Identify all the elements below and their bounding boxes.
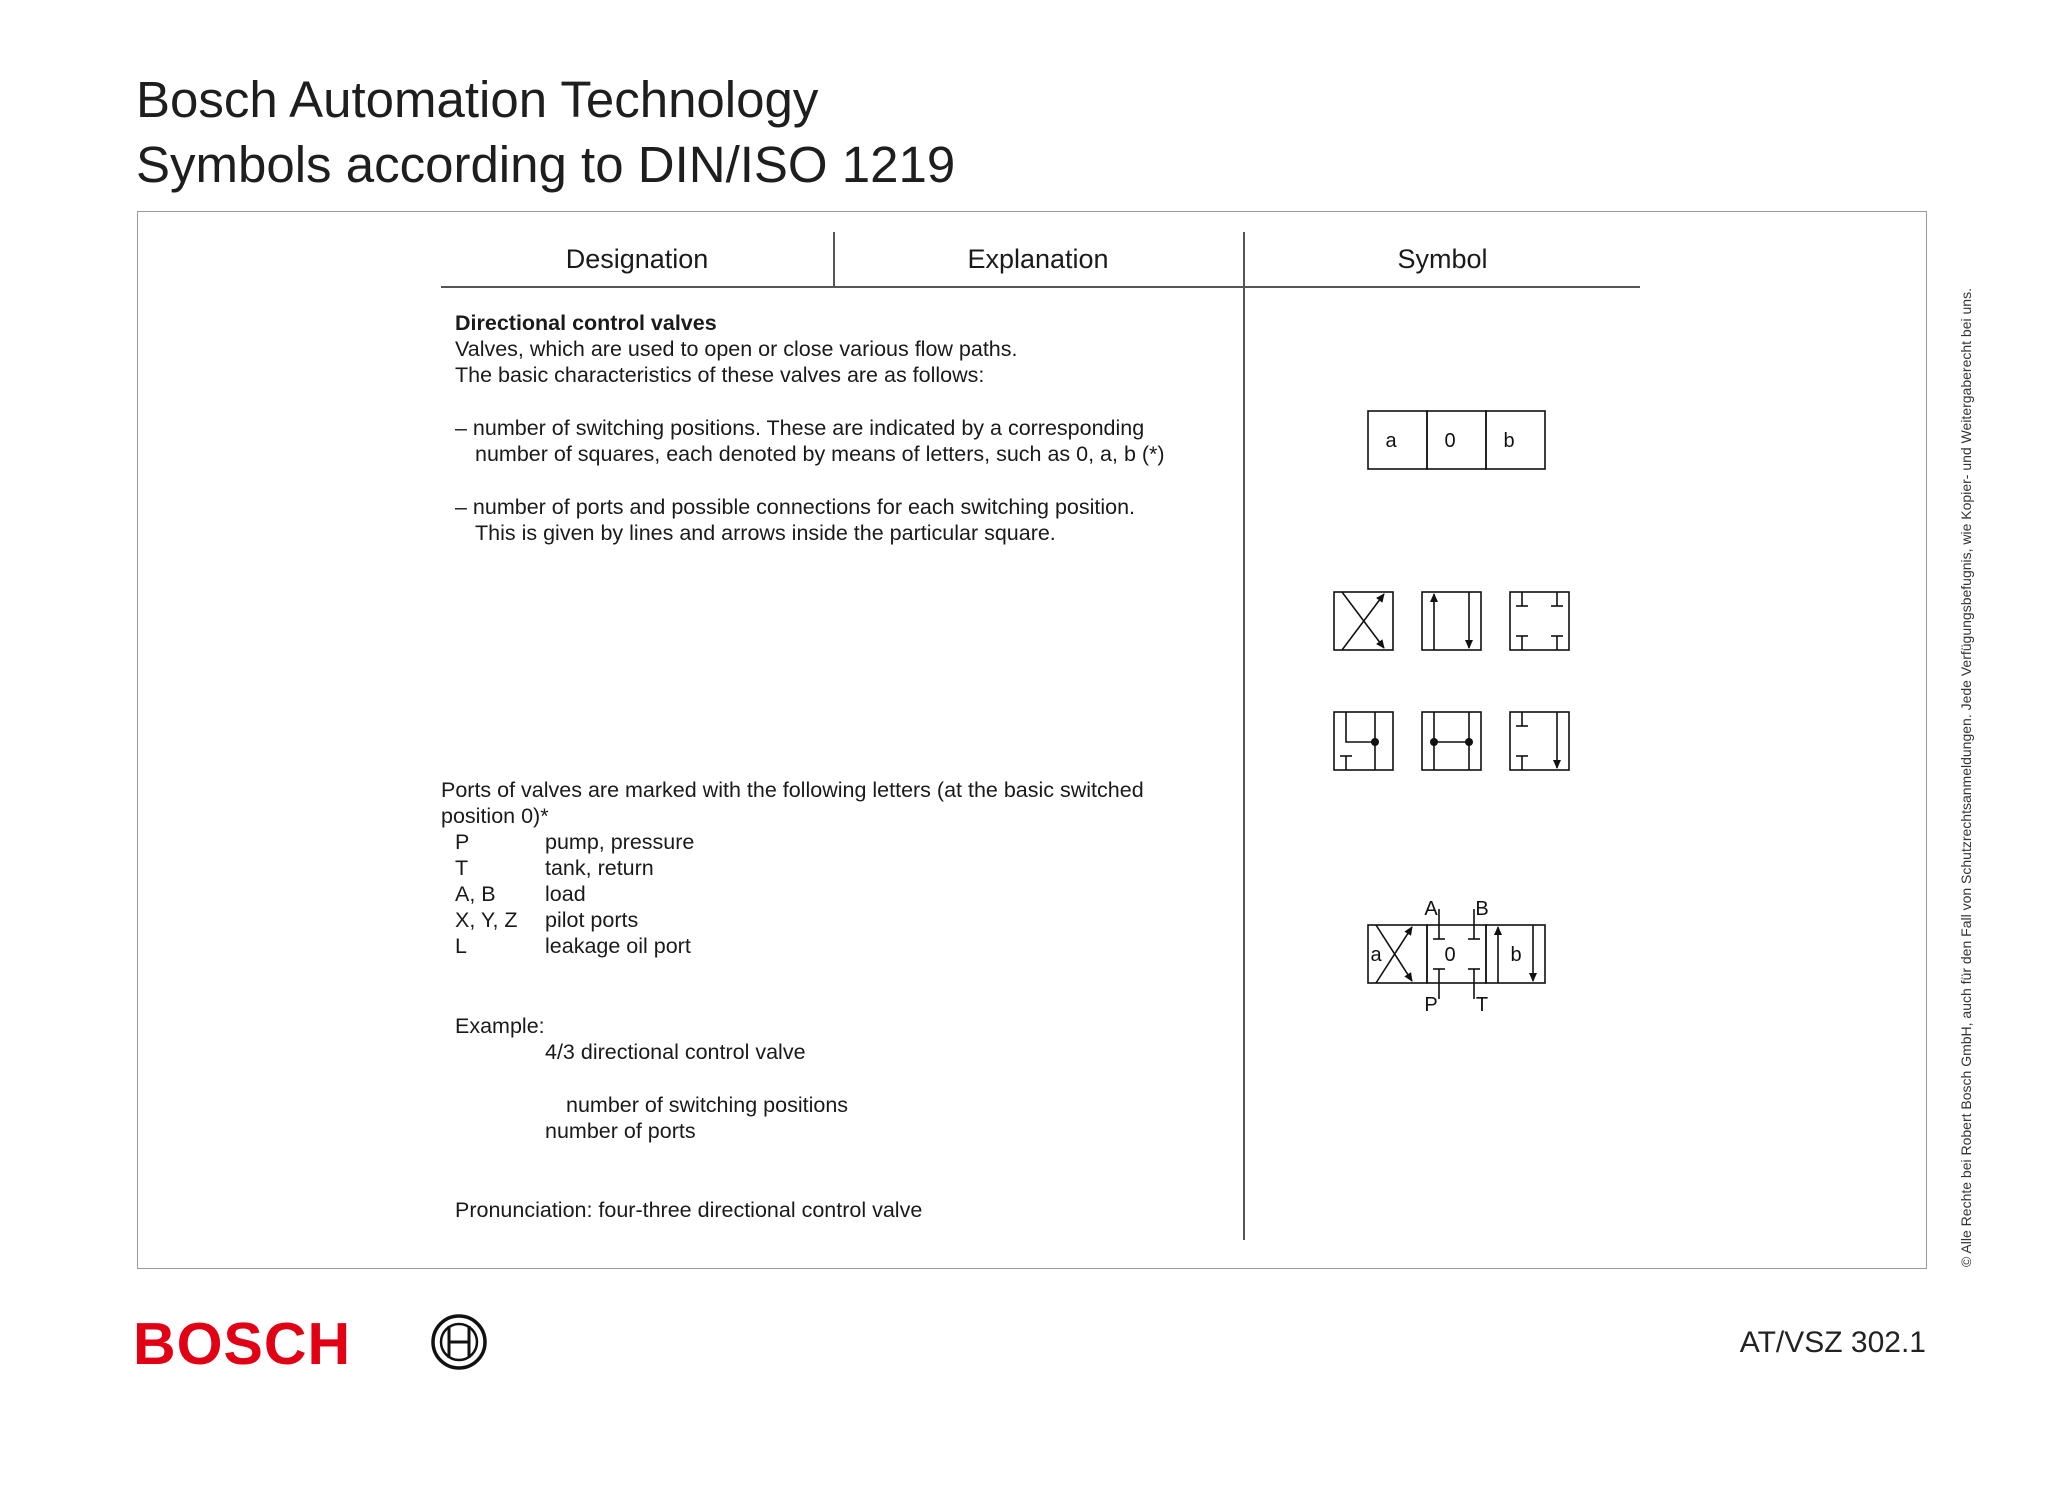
example-note-positions: number of switching positions: [566, 1093, 849, 1117]
ports-intro-line-2: position 0)*: [441, 804, 549, 828]
copyright-notice: © Alle Rechte bei Robert Bosch GmbH, auch für den Fall von Schutzrechtsanmeldungen. Jede Verfügungsbefugnis, wie Kopier- und Weitergaberecht bei uns.: [1958, 288, 1974, 1267]
port-letter: L: [455, 934, 467, 958]
port-label-b: B: [1475, 898, 1489, 920]
port-meaning: leakage oil port: [545, 934, 691, 958]
port-label-a: A: [1424, 898, 1438, 920]
column-header-symbol: Symbol: [1397, 244, 1488, 274]
bullet-1-line-1: – number of switching positions. These are indicated by a corresponding: [455, 416, 1145, 440]
port-letter: A, B: [455, 882, 496, 906]
position-label-b: b: [1503, 430, 1515, 452]
page-title-line1: Bosch Automation Technology: [136, 71, 819, 128]
column-header-explanation: Explanation: [967, 244, 1109, 274]
port-letter: P: [455, 830, 470, 854]
document-number: AT/VSZ 302.1: [1739, 1326, 1926, 1359]
example-note-ports: number of ports: [545, 1119, 696, 1143]
section-heading: Directional control valves: [455, 311, 717, 335]
bullet-2-line-2: This is given by lines and arrows inside the particular square.: [475, 521, 1056, 545]
intro-line-2: The basic characteristics of these valves are as follows:: [455, 363, 985, 387]
port-letter: X, Y, Z: [455, 908, 518, 932]
port-meaning: load: [545, 882, 586, 906]
parallel-flow-symbol: [1422, 592, 1481, 650]
port-label-p: P: [1424, 994, 1438, 1016]
port-meaning: tank, return: [545, 856, 654, 880]
connected-blocked-symbol: [1334, 712, 1393, 770]
intro-line-1: Valves, which are used to open or close various flow paths.: [455, 337, 1018, 361]
port-label-t: T: [1475, 994, 1489, 1016]
valve-position-b: b: [1510, 944, 1522, 966]
port-meaning: pump, pressure: [545, 830, 695, 854]
port-letter: T: [455, 856, 469, 880]
bullet-1-line-2: number of squares, each denoted by means of letters, such as 0, a, b (*): [475, 442, 1165, 466]
column-header-designation: Designation: [565, 244, 709, 274]
junction-dot: [1371, 738, 1379, 746]
junction-dot: [1465, 738, 1473, 746]
all-blocked-symbol: [1510, 592, 1569, 650]
cross-flow-symbol: [1334, 592, 1393, 650]
blocked-single-flow-symbol: [1510, 712, 1569, 770]
position-label-a: a: [1385, 430, 1397, 452]
position-label-0: 0: [1444, 430, 1456, 452]
bosch-wordmark: BOSCH: [133, 1311, 352, 1377]
pronunciation: Pronunciation: four-three directional control valve: [455, 1198, 923, 1222]
example-label: Example:: [455, 1014, 545, 1038]
example-value: 4/3 directional control valve: [545, 1040, 806, 1064]
valve-position-a: a: [1370, 944, 1382, 966]
bullet-2-line-1: – number of ports and possible connections for each switching position.: [455, 495, 1136, 519]
page-title-line2: Symbols according to DIN/ISO 1219: [136, 136, 956, 193]
port-meaning: pilot ports: [545, 908, 639, 932]
ports-intro-line-1: Ports of valves are marked with the following letters (at the basic switched: [441, 778, 1144, 802]
junction-dot: [1430, 738, 1438, 746]
bosch-armature-icon: [433, 1316, 485, 1368]
valve-position-0: 0: [1444, 944, 1456, 966]
